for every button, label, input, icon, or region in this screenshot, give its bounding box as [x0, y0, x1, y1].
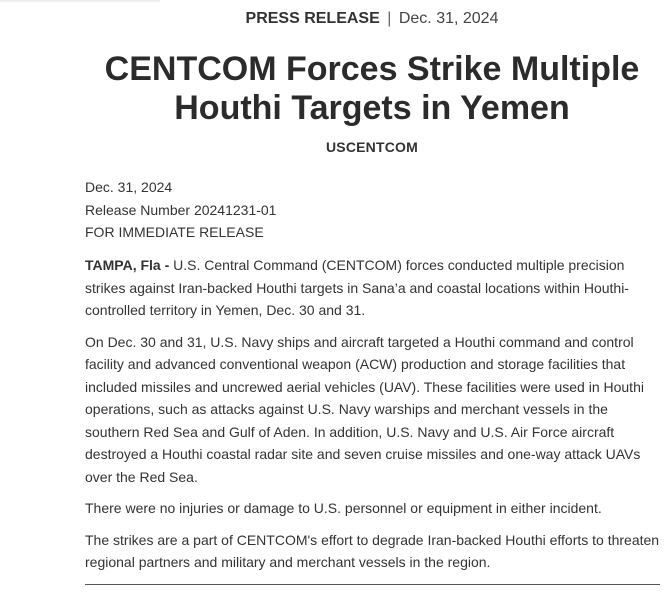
top-shadow: [0, 0, 160, 3]
release-type: FOR IMMEDIATE RELEASE: [85, 224, 264, 240]
release-number: Release Number 20241231-01: [85, 201, 277, 218]
dateline: TAMPA, Fla -: [85, 257, 170, 273]
paragraph-text: U.S. Central Command (CENTCOM) forces conducted multiple precision strikes against Iran-backed Houthi targets in Sana’a and coastal locations within Houthi-controlled territory in Yemen, Dec. 30 and 31.: [85, 257, 629, 318]
body-paragraph: The strikes are a part of CENTCOM's effort to degrade Iran-backed Houthi efforts to threaten regional partners and military and merchant vessels in the region.: [85, 531, 660, 570]
body-paragraph: [85, 254, 664, 322]
article-body: [85, 254, 664, 583]
release-date: Dec. 31, 2024: [85, 179, 173, 195]
divider: [85, 584, 660, 585]
page-title: CENTCOM Forces Strike Multiple Houthi Targets in Yemen: [104, 50, 640, 127]
header-date: Dec. 31, 2024: [398, 10, 499, 27]
release-meta: [85, 176, 276, 244]
article-header: [0, 10, 664, 28]
body-paragraph: On Dec. 30 and 31, U.S. Navy ships and aircraft targeted a Houthi command and control facility and advanced conventional weapon (ACW) production and storage facilities that included missiles and uncrewed aerial vehicles (UAV). These facilities were used in Houthi operations, such as attacks against U.S. Navy warships and merchant vessels in the southern Red Sea and Gulf of Aden. In addition, U.S. Navy and U.S. Air Force aircraft destroyed a Houthi coastal radar site and seven cruise missiles and one-way attack UAVs over the Red Sea.: [85, 333, 644, 485]
article-type: PRESS RELEASE: [245, 10, 380, 27]
body-paragraph: There were no injuries or damage to U.S. personnel or equipment in either incident.: [85, 500, 602, 516]
byline: USCENTCOM: [325, 139, 419, 155]
header-separator: |: [387, 10, 392, 27]
